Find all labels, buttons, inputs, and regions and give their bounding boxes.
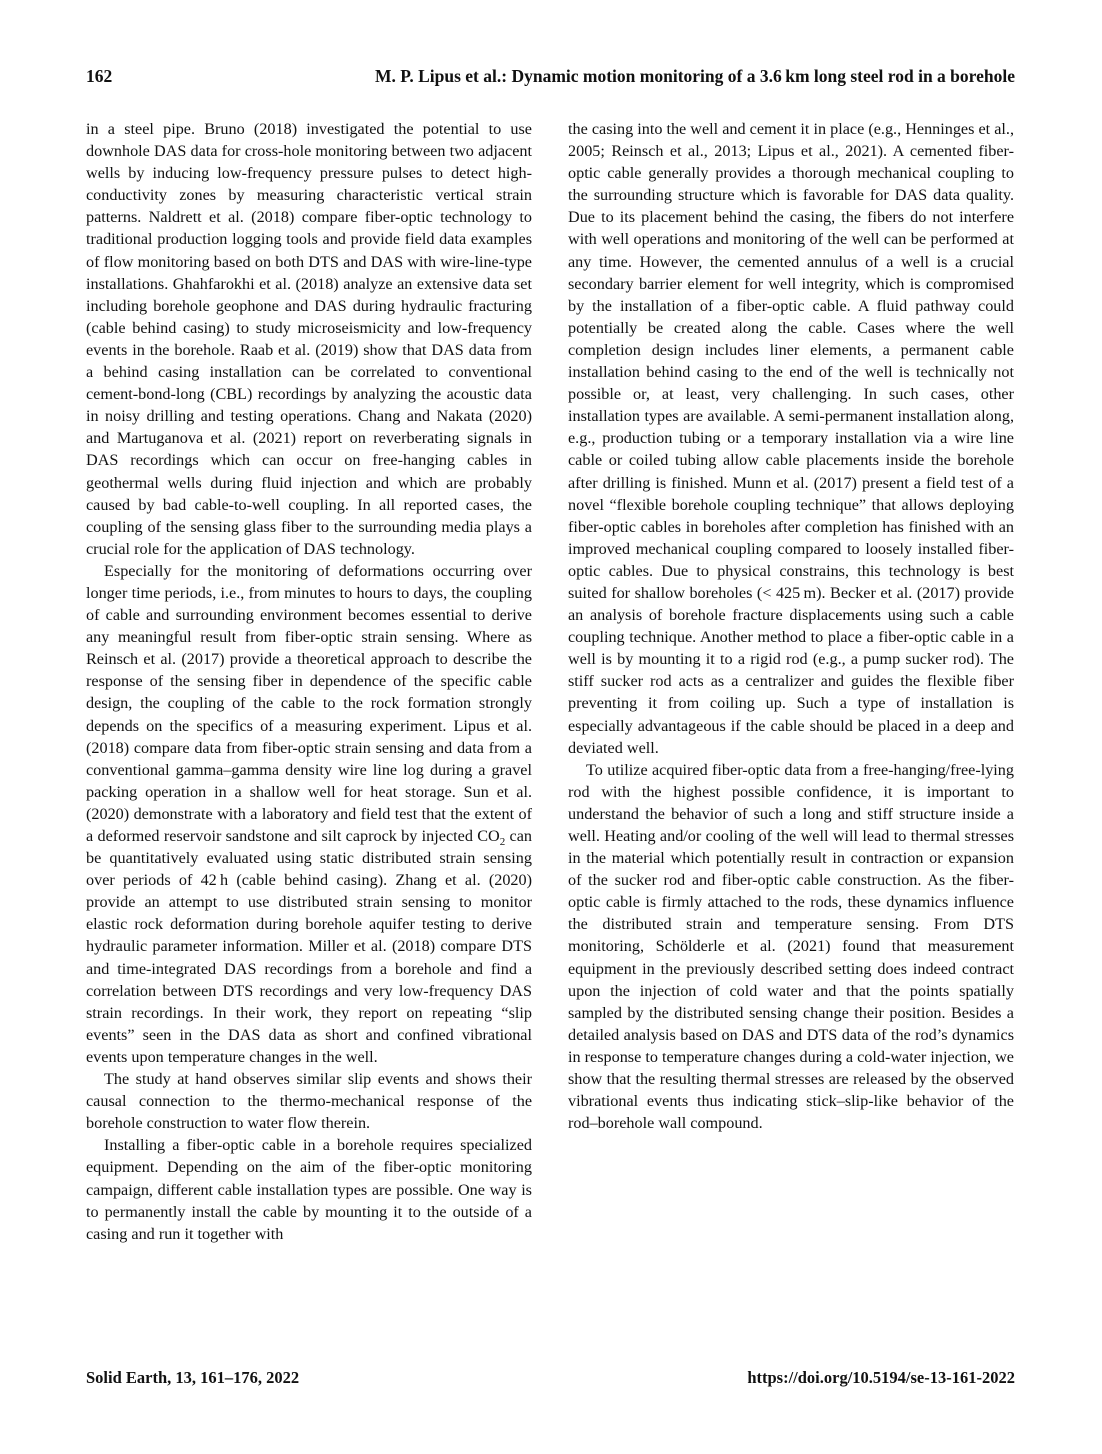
left-column: [86, 118, 532, 1245]
doi-link[interactable]: https://doi.org/10.5194/se-13-161-2022: [747, 1368, 1015, 1387]
paragraph: Installing a fiber-optic cable in a borehole requires specialized equipment. Depending on the aim of the fiber-optic monitoring campaign, different cable installation types are possible. One way is to permanently install the cable by mounting it to the outside of a casing and run it together with: [86, 1136, 532, 1243]
page-number: 162: [86, 66, 113, 86]
paragraph: To utilize acquired fiber-optic data from a free-hanging/free-lying rod with the highest possible confidence, it is important to understand the behavior of such a long and stiff structure inside a well. Heating and/or cooling of the well will lead to thermal stresses in the material which potentially result in contraction or expansion of the sucker rod and fiber-optic cable construction. As the fiber-optic cable is firmly attached to the rods, these dynamics influence the distributed strain and temperature sensing. From DTS monitoring, Schölderle et al. (2021) found that measurement equipment in the previously described setting does indeed contract upon the injection of cold water and that the points spatially sampled by the distributed sensing change their position. Besides a detailed analysis based on DAS and DTS data of the rod’s dynamics in response to temperature changes during a cold-water injection, we show that the resulting thermal stresses are released by the observed vibrational events thus indicating stick–slip-like behavior of the rod–borehole wall compound.: [568, 760, 1014, 1133]
paragraph: in a steel pipe. Bruno (2018) investigated the potential to use downhole DAS data for cross-hole monitoring between two adjacent wells by inducing low-frequency pressure pulses to detect high-conductivity zones by measuring characteristic vertical strain patterns. Naldrett et al. (2018) compare fiber-optic technology to traditional production logging tools and provide field data examples of flow monitoring based on both DTS and DAS with wire-line-type installations. Ghahfarokhi et al. (2018) analyze an extensive data set including borehole geophone and DAS during hydraulic fracturing (cable behind casing) to study microseismicity and low-frequency events in the borehole. Raab et al. (2019) show that DAS data from a behind casing installation can be correlated to conventional cement-bond-long (CBL) recordings by analyzing the acoustic data in noisy drilling and testing operations. Chang and Nakata (2020) and Martuganova et al. (2021) report on reverberating signals in DAS recordings which can occur on free-hanging cables in geothermal wells during fluid injection and which are probably caused by bad cable-to-well coupling. In all reported cases, the coupling of the sensing glass fiber to the surrounding media plays a crucial role for the application of DAS technology.: [86, 120, 532, 558]
journal-citation: Solid Earth, 13, 161–176, 2022: [86, 1368, 300, 1387]
subscript: 2: [499, 836, 506, 849]
paragraph: [86, 560, 532, 1068]
paragraph-text: Especially for the monitoring of deformations occurring over longer time periods, i.e., from minutes to hours to days, the coupling of cable and surrounding environment becomes essential to derive any meaningful result from fiber-optic strain sensing. Where as Reinsch et al. (2017) provide a theoretical approach to describe the response of the sensing fiber in dependence of the specific cable design, the coupling of the cable to the rock formation strongly depends on the specifics of a measuring experiment. Lipus et al. (2018) compare data from fiber-optic strain sensing and data from a conventional gamma–gamma density wire line log during a gravel packing operation in a shallow well for heat storage. Sun et al. (2020) demonstrate with a laboratory and field test that the extent of a deformed reservoir sandstone and silt caprock by injected CO: [86, 561, 532, 845]
paragraph: the casing into the well and cement it in place (e.g., Henninges et al., 2005; Reinsch et al., 2013; Lipus et al., 2021). A cemented fiber-optic cable generally provides a thorough mechanical coupling to the surrounding structure which is favorable for DAS data quality. Due to its placement behind the casing, the fibers do not interfere with well operations and monitoring of the well can be performed at any time. However, the cemented annulus of a well is a crucial secondary barrier element for well integrity, which is compromised by the installation of a fiber-optic cable. A fluid pathway could potentially be created along the cable. Cases where the well completion design includes liner elements, a permanent cable installation behind casing to the end of the well is technically not possible or, at least, very challenging. In such cases, other installation types are available. A semi-permanent installation along, e.g., production tubing or a temporary installation via a wire line cable or coiled tubing allow cable placements inside the borehole after drilling is finished. Munn et al. (2017) present a field test of a novel “flexible borehole coupling technique” that allows deploying fiber-optic cables in boreholes after completion has finished with an improved mechanical coupling compared to loosely installed fiber-optic cables. Due to physical constrains, this technology is best suited for shallow boreholes (< 425 m). Becker et al. (2017) provide an analysis of borehole fracture displacements using such a cable coupling technique. Another method to place a fiber-optic cable in a well is by mounting it to a rigid rod (e.g., a pump sucker rod). The stiff sucker rod acts as a centralizer and guides the flexible fiber preventing it from coiling up. Such a type of installation is especially advantageous if the cable should be placed in a deep and deviated well.: [568, 120, 1014, 757]
page-header: [86, 66, 1015, 96]
right-column: [568, 118, 1014, 1134]
paragraph-text: can be quantitatively evaluated using static distributed strain sensing over periods of 42 h (cable behind casing). Zhang et al. (2020) provide an attempt to use distributed strain sensing to monitor elastic rock deformation during borehole aquifer testing to derive hydraulic parameter information. Miller et al. (2018) compare DTS and time-integrated DAS recordings from a borehole and find a correlation between DTS recordings and very low-frequency DAS strain recordings. In their work, they report on repeating “slip events” seen in the DAS data as short and confined vibrational events upon temperature changes in the well.: [86, 827, 532, 1066]
paragraph: The study at hand observes similar slip events and shows their causal connection to the thermo-mechanical response of the borehole construction to water flow therein.: [86, 1070, 532, 1133]
running-title: M. P. Lipus et al.: Dynamic motion monitoring of a 3.6 km long steel rod in a borehole: [375, 66, 1015, 86]
page-footer: [86, 1368, 1015, 1392]
